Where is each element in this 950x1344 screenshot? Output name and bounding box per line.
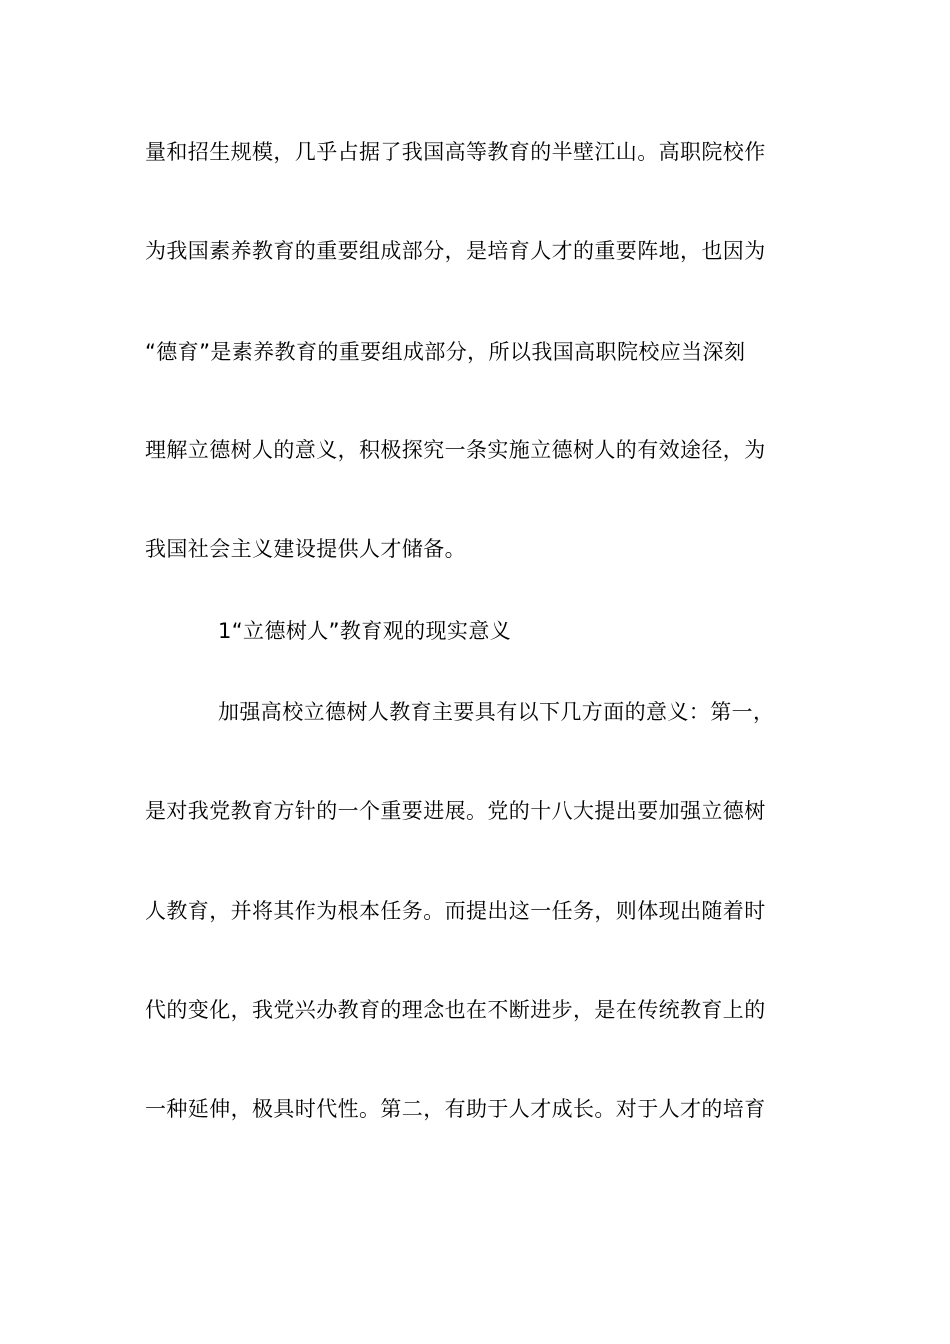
paragraph-line: “德育”是素养教育的重要组成部分，所以我国高职院校应当深刻 xyxy=(145,340,746,364)
section-heading: 1“立德树人”教育观的现实意义 xyxy=(218,619,512,643)
paragraph-line: 加强高校立德树人教育主要具有以下几方面的意义：第一， xyxy=(218,700,775,724)
paragraph-line: 一种延伸，极具时代性。第二，有助于人才成长。对于人才的培育 xyxy=(145,1097,766,1121)
paragraph-line: 是对我党教育方针的一个重要进展。党的十八大提出要加强立德树 xyxy=(145,799,766,823)
paragraph-line: 我国社会主义建设提供人才储备。 xyxy=(145,537,466,561)
paragraph-line: 人教育，并将其作为根本任务。而提出这一任务，则体现出随着时 xyxy=(145,899,766,923)
paragraph-line: 为我国素养教育的重要组成部分，是培育人才的重要阵地，也因为 xyxy=(145,239,766,263)
paragraph-line: 理解立德树人的意义，积极探究一条实施立德树人的有效途径，为 xyxy=(145,438,766,462)
paragraph-line: 代的变化，我党兴办教育的理念也在不断进步，是在传统教育上的 xyxy=(145,998,766,1022)
paragraph-line: 量和招生规模，几乎占据了我国高等教育的半壁江山。高职院校作 xyxy=(145,140,766,164)
